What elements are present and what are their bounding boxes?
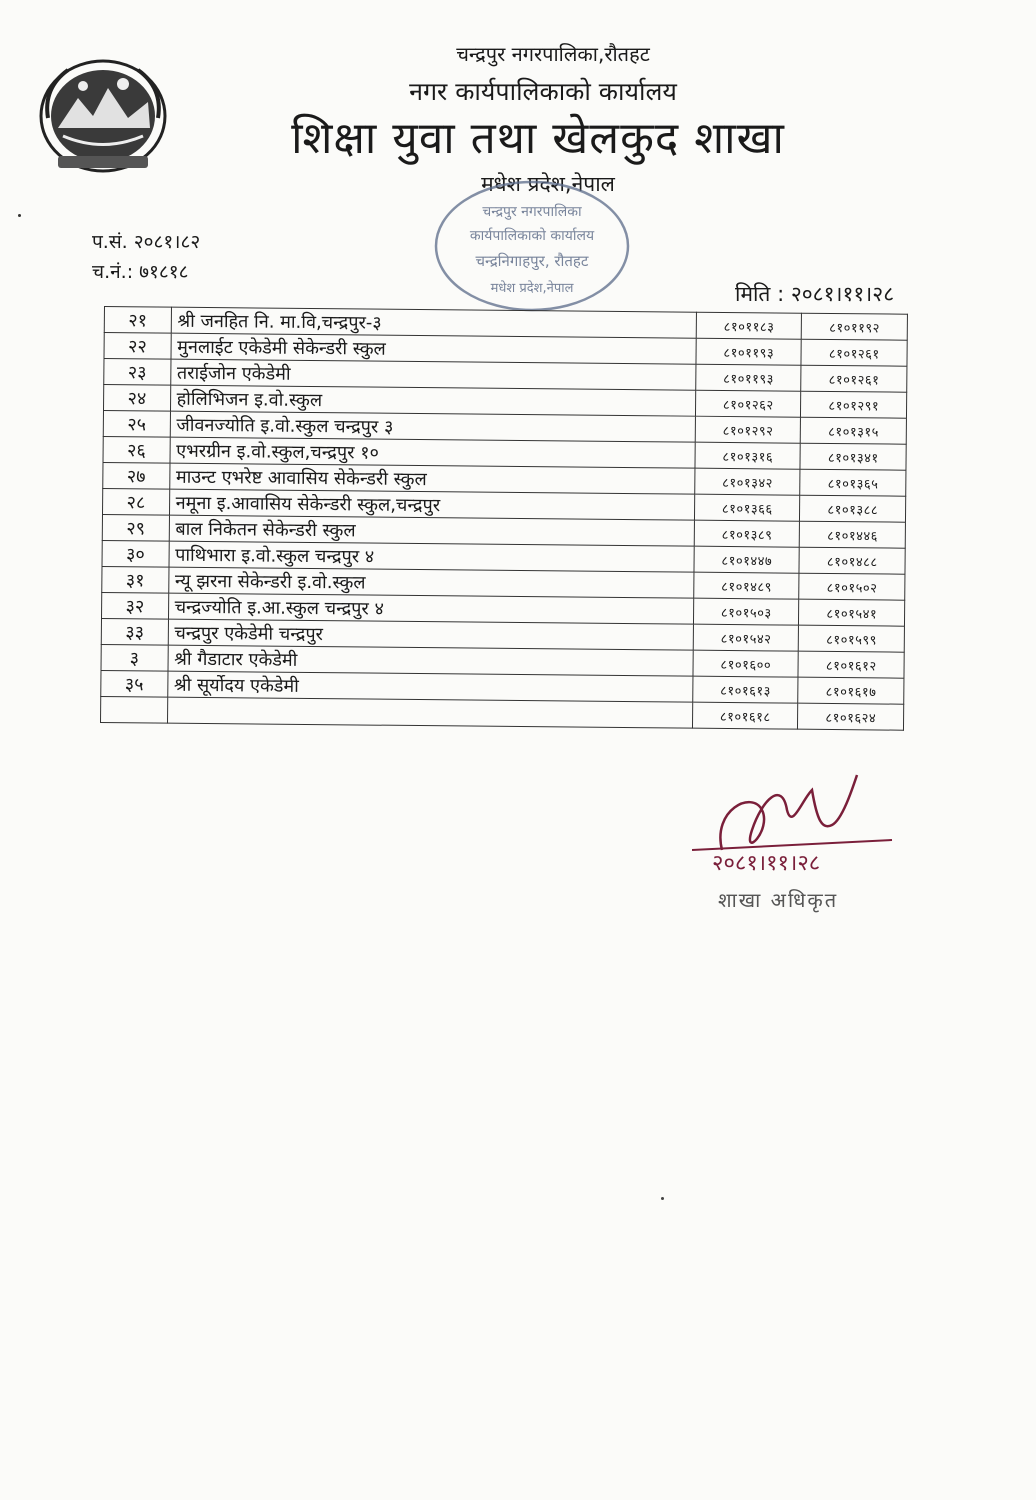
symbol-range-end-cell: ८१०१५९९ — [799, 625, 905, 652]
document-date: मिति : २०८१।११।२८ — [735, 282, 895, 306]
stamp-line-3: चन्द्रनिगाहपुर, रौतहट — [475, 252, 589, 270]
symbol-range-start-cell: ८१०१५४२ — [693, 624, 799, 651]
symbol-range-end-cell: ८१०१३४१ — [800, 443, 906, 470]
symbol-range-end-cell: ८१०१३१५ — [801, 417, 907, 444]
school-name-cell: श्री सूर्योदय एकेडेमी — [167, 671, 693, 702]
symbol-range-end-cell: ८१०११९२ — [802, 313, 908, 340]
school-name-cell: चन्द्रपुर एकेडेमी चन्द्रपुर — [168, 619, 694, 650]
symbol-range-end-cell: ८१०१४८८ — [799, 547, 905, 574]
symbol-range-start-cell: ८१०१३६६ — [694, 494, 800, 521]
symbol-range-end-cell: ८१०१६२४ — [798, 703, 904, 730]
serial-number-cell: ३ — [101, 644, 168, 671]
school-name-cell: श्री जनहित नि. मा.वि,चन्द्रपुर-३ — [171, 307, 697, 338]
serial-number-cell: २४ — [103, 385, 170, 412]
serial-number-cell: २५ — [103, 411, 170, 438]
school-name-cell: मुनलाईट एकेडेमी सेकेन्डरी स्कुल — [171, 333, 697, 364]
serial-number-cell: २१ — [104, 307, 171, 334]
symbol-range-start-cell: ८१०१६१८ — [692, 702, 798, 729]
dispatch-number: च.नं.: ७१८१८ — [92, 261, 189, 283]
serial-number-cell: ३० — [102, 540, 169, 567]
school-name-cell: होलिभिजन इ.वो.स्कुल — [170, 385, 696, 416]
serial-number-cell: २९ — [102, 514, 169, 541]
office-stamp — [432, 176, 632, 316]
symbol-range-start-cell: ८१०१६१३ — [693, 676, 799, 703]
serial-number-cell: २६ — [103, 436, 170, 463]
symbol-range-end-cell: ८१०१६१२ — [798, 651, 904, 678]
province-name: मधेश प्रदेश,नेपाल — [481, 172, 615, 196]
symbol-range-start-cell: ८१०१३१६ — [695, 442, 801, 469]
symbol-range-end-cell: ८१०१३८८ — [800, 495, 906, 522]
symbol-range-start-cell: ८१०११९३ — [696, 364, 802, 391]
symbol-range-end-cell: ८१०१२६१ — [801, 339, 907, 366]
serial-number-cell: २८ — [102, 488, 169, 515]
school-name-cell: पाथिभारा इ.वो.स्कुल चन्द्रपुर ४ — [169, 541, 695, 572]
serial-number-cell: ३१ — [102, 566, 169, 593]
symbol-range-start-cell: ८१०१३४२ — [695, 468, 801, 495]
symbol-range-start-cell: ८१०१५०३ — [693, 598, 799, 625]
school-name-cell: न्यू झरना सेकेन्डरी इ.वो.स्कुल — [168, 567, 694, 598]
ink-speck — [661, 1197, 664, 1200]
symbol-range-start-cell: ८१०१४८९ — [694, 572, 800, 599]
school-name-cell: माउन्ट एभरेष्ट आवासिय सेकेन्डरी स्कुल — [169, 463, 695, 494]
symbol-range-end-cell: ८१०१५४१ — [799, 599, 905, 626]
symbol-range-start-cell: ८१०१६०० — [693, 650, 799, 677]
handwritten-signature — [692, 770, 922, 880]
symbol-range-start-cell: ८१०१३८९ — [694, 520, 800, 547]
school-symbol-number-table — [100, 306, 908, 731]
symbol-range-start-cell: ८१०११८३ — [696, 312, 802, 339]
school-name-cell: चन्द्रज्योति इ.आ.स्कुल चन्द्रपुर ४ — [168, 593, 694, 624]
school-name-cell: तराईजोन एकेडेमी — [170, 359, 696, 390]
section-title: शिक्षा युवा तथा खेलकुद शाखा — [291, 113, 785, 164]
school-name-cell — [167, 697, 693, 728]
symbol-range-end-cell: ८१०१५०२ — [799, 573, 905, 600]
signature-date: २०८१।११।२८ — [712, 851, 821, 876]
table-body — [101, 307, 908, 731]
school-name-cell: एभरग्रीन इ.वो.स्कुल,चन्द्रपुर १० — [170, 437, 696, 468]
symbol-range-start-cell: ८१०१४४७ — [694, 546, 800, 573]
serial-number-cell: २२ — [104, 333, 171, 360]
serial-number-cell — [101, 696, 168, 723]
school-name-cell: बाल निकेतन सेकेन्डरी स्कुल — [169, 515, 695, 546]
serial-number-cell: २३ — [104, 359, 171, 386]
school-name-cell: श्री गैडाटार एकेडेमी — [168, 645, 694, 676]
stamp-line-4: मधेश प्रदेश,नेपाल — [490, 281, 574, 296]
school-name-cell: जीवनज्योति इ.वो.स्कुल चन्द्रपुर ३ — [170, 411, 696, 442]
stamp-line-1: चन्द्रपुर नगरपालिका — [482, 204, 582, 220]
symbol-range-start-cell: ८१०१२९२ — [695, 416, 801, 443]
symbol-range-end-cell: ८१०१६१७ — [798, 677, 904, 704]
symbol-range-end-cell: ८१०१४४६ — [800, 521, 906, 548]
municipality-name: चन्द्रपुर नगरपालिका,रौतहट — [456, 42, 650, 66]
office-name: नगर कार्यपालिकाको कार्यालय — [409, 77, 677, 106]
serial-number-cell: ३२ — [102, 592, 169, 619]
symbol-range-end-cell: ८१०१२९१ — [801, 391, 907, 418]
symbol-range-start-cell: ८१०११९३ — [696, 338, 802, 365]
symbol-range-end-cell: ८१०१२६१ — [801, 365, 907, 392]
symbol-range-end-cell: ८१०१३६५ — [800, 469, 906, 496]
symbol-range-start-cell: ८१०१२६२ — [695, 390, 801, 417]
signatory-title: शाखा अधिकृत — [718, 888, 839, 912]
stamp-line-2: कार्यपालिकाको कार्यालय — [469, 228, 595, 244]
serial-number-cell: ३३ — [101, 618, 168, 645]
school-name-cell: नमूना इ.आवासिय सेकेन्डरी स्कुल,चन्द्रपुर — [169, 489, 695, 520]
serial-number-cell: ३५ — [101, 670, 168, 697]
letter-number: प.सं. २०८१।८२ — [92, 231, 201, 253]
serial-number-cell: २७ — [103, 462, 170, 489]
ink-speck — [18, 214, 21, 217]
